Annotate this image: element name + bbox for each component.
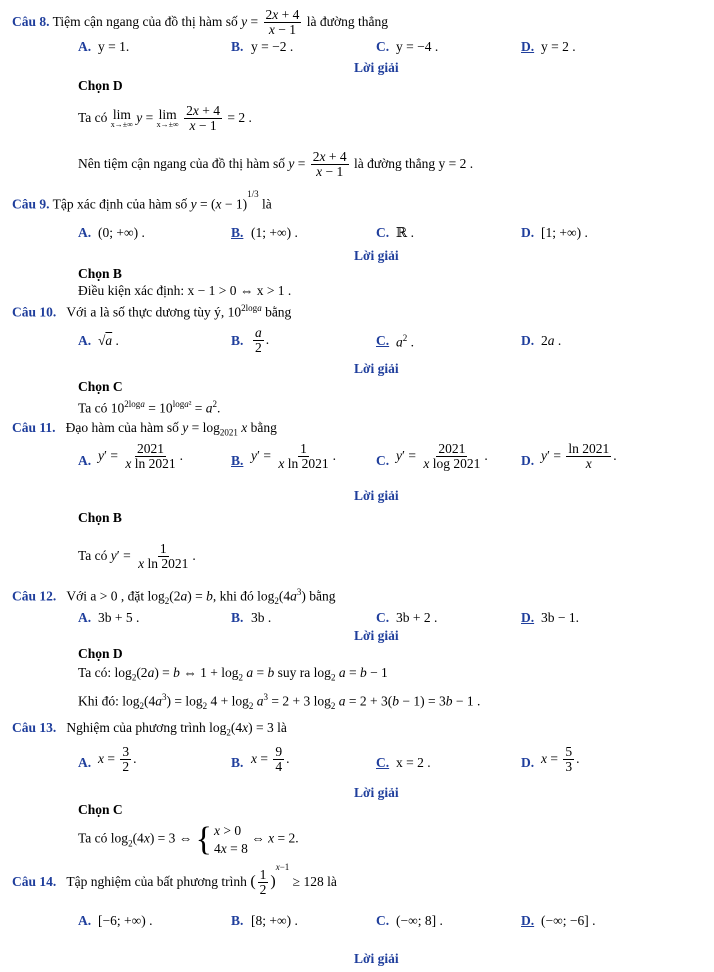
q14-opt-d-val: (−∞; −6] .	[541, 913, 596, 928]
q8-opt-c-val: y = −4 .	[396, 39, 439, 54]
q12-mid: , khi đó	[212, 588, 254, 604]
q8-opt-a[interactable]: A.	[78, 39, 92, 54]
q12-taco: Ta có:	[78, 665, 112, 680]
q11-opt-d-val: y′ = $\frac{\ln 2021}{x}$ .	[541, 441, 617, 472]
q10-opt-d[interactable]: D.	[521, 333, 535, 348]
q8-tail: là đường thẳng	[306, 13, 388, 29]
q8-ne-tail: là đường thẳng y = 2 .	[353, 155, 474, 171]
q12-khido-line: Khi đó: $\log_2(4a^3) = \log_2 4 + \log_2 a^3 = 2 + 3$ $\log_2 a = 2 + 3(b - 1) = 3b - 1$ .	[78, 692, 481, 712]
q9-opt-d[interactable]: D.	[521, 225, 535, 240]
q9-text: Tập xác định của hàm số	[52, 196, 188, 212]
q14-stem: Câu 14. Tập nghiệm của bất phương trình ( $\frac{1}{2}$ )$^{x-1}$ ≥ 128 là	[12, 862, 337, 898]
q13-opt-a[interactable]: A.	[78, 755, 92, 770]
q9-opt-d-val: [1; +∞) .	[541, 225, 588, 240]
q11-opt-a[interactable]: A.	[78, 453, 92, 468]
q14-opt-d[interactable]: D.	[521, 913, 535, 928]
q9-label: Câu 9.	[12, 196, 50, 212]
q13-stem: Câu 13. Nghiệm của phương trình $\log_2(4x) = 3$ là	[12, 720, 287, 738]
q9-opt-c-val: ℝ .	[396, 225, 414, 240]
q12-tail: bằng	[309, 588, 336, 604]
q11-opt-d[interactable]: D.	[521, 453, 535, 468]
q9-stem: Câu 9. Tập xác định của hàm số $y = (x - 1)^{1/3}$ là	[12, 189, 272, 212]
q11-tail: bằng	[250, 420, 277, 435]
q13-opt-c[interactable]: C.	[376, 755, 390, 770]
q8-opt-c[interactable]: C.	[376, 39, 390, 54]
q10-chon: Chọn C	[78, 379, 123, 394]
q14-loi-giai: Lời giải	[354, 951, 399, 966]
q8-opt-d-val: y = 2 .	[541, 39, 576, 54]
q12-stem: Câu 12. Với a > 0 , đặt $\log_2(2a) = b$, khi đó $\log_2(4a^3)$ bằng	[12, 587, 336, 607]
q14-label: Câu 14.	[12, 873, 57, 889]
q11-stem: Câu 11. Đạo hàm của hàm số $y = \log_{2021} x$ bằng	[12, 420, 277, 438]
q11-chon: Chọn B	[78, 510, 122, 525]
q10-stem: Câu 10. Với a là số thực dương tùy ý, $10^{2loga}$ bằng	[12, 303, 292, 320]
q12-khi-do: Khi đó:	[78, 693, 119, 709]
q13-opt-b[interactable]: B.	[231, 755, 244, 770]
q12-opt-b-val: 3b .	[251, 610, 272, 625]
q9-opt-b[interactable]: B.	[231, 225, 244, 240]
q11-opt-c[interactable]: C.	[376, 453, 390, 468]
q8-opt-d[interactable]: D.	[521, 39, 535, 54]
q13-opt-d[interactable]: D.	[521, 755, 535, 770]
q9-opt-a-val: (0; +∞) .	[98, 225, 145, 240]
q13-opt-c-val: x = 2 .	[396, 755, 431, 770]
q13-label: Câu 13.	[12, 720, 57, 735]
q12-opt-c-val: 3b + 2 .	[396, 610, 438, 625]
q13-taco-line: Ta có $\log_2(4x) = 3$ ⇔ { x > 0 4x = 8 ⇔ x = 2.	[78, 820, 299, 858]
q10-opt-b-val: $\frac{a}{2}$ .	[255, 325, 270, 356]
q11-opt-a-val: y′ = $\frac{2021}{\text{x ln 2021}}$ .	[98, 441, 183, 472]
q10-text: Với a là số thực dương tùy ý,	[66, 304, 225, 320]
q12-suy-ra: suy ra	[277, 665, 311, 680]
q10-opt-d-val: 2a .	[541, 333, 562, 348]
q12-opt-d-val: 3b − 1.	[541, 610, 579, 625]
q8-opt-b-val: y = −2 .	[251, 39, 294, 54]
q13-text: Nghiệm của phương trình	[66, 720, 206, 735]
q11-opt-b[interactable]: B.	[231, 453, 244, 468]
q8-ne-line: Nên tiệm cận ngang của đồ thị hàm số y = $\frac{2x + 4}{x - 1}$ là đường thẳng y = 2 .	[78, 149, 474, 180]
q12-taco-line: Ta có: $\log_2(2a) = b$ ⇔ $1 + \log_2 a = b$ suy ra $\log_2 a = b - 1$	[78, 665, 388, 683]
q11-taco: Ta có	[78, 547, 108, 563]
q13-taco: Ta có	[78, 830, 108, 846]
q10-opt-a-val: √a .	[98, 333, 119, 348]
q9-opt-b-val: (1; +∞) .	[251, 225, 298, 240]
q10-opt-c-val: $a^2$ .	[396, 333, 414, 350]
q10-taco: Ta có	[78, 400, 108, 416]
q10-tail: bằng	[265, 304, 292, 320]
q8-loi-giai: Lời giải	[354, 60, 399, 75]
q12-chon: Chọn D	[78, 646, 123, 661]
q8-stem: Câu 8. Tiệm cận ngang của đồ thị hàm số y = $\frac{2x + 4}{x - 1}$ là đường thẳng	[12, 7, 388, 38]
q10-loi-giai: Lời giải	[354, 361, 399, 376]
q12-label: Câu 12.	[12, 588, 57, 604]
q13-opt-b-val: x = $\frac{9}{4}$ .	[251, 744, 290, 775]
q12-opt-b[interactable]: B.	[231, 610, 244, 625]
q11-opt-b-val: y′ = $\frac{1}{\text{x ln 2021}}$ .	[251, 441, 336, 472]
q10-opt-a[interactable]: A.	[78, 333, 92, 348]
q12-opt-a[interactable]: A.	[78, 610, 92, 625]
q12-opt-a-val: 3b + 5 .	[98, 610, 140, 625]
q10-opt-c[interactable]: C.	[376, 333, 390, 348]
q13-opt-a-val: x = $\frac{3}{2}$ .	[98, 744, 137, 775]
q8-label: Câu 8.	[12, 13, 50, 29]
q8-fraction: $\frac{2x + 4}{x - 1}$	[265, 7, 300, 38]
q9-tail: là	[261, 196, 272, 212]
q12-text: Với a > 0 , đặt	[66, 588, 145, 604]
q14-opt-b[interactable]: B.	[231, 913, 244, 928]
q14-text: Tập nghiệm của bất phương trình	[66, 873, 247, 889]
q11-label: Câu 11.	[12, 420, 56, 435]
q9-dk: Điều kiện xác định: x − 1 > 0 ⇔ x > 1 .	[78, 283, 292, 298]
q12-opt-d[interactable]: D.	[521, 610, 535, 625]
q14-opt-b-val: [8; +∞) .	[251, 913, 298, 928]
q14-tail: ≥ 128 là	[292, 873, 337, 889]
q8-text: Tiệm cận ngang của đồ thị hàm số	[52, 13, 238, 29]
q8-taco-line: Ta có lim x→±∞ y = lim x→±∞ $\frac{2x + 4}{x - 1}$ = 2 .	[78, 103, 252, 134]
q8-ne-text: Nên tiệm cận ngang của đồ thị hàm số	[78, 155, 285, 171]
q14-opt-a[interactable]: A.	[78, 913, 92, 928]
q9-opt-a[interactable]: A.	[78, 225, 92, 240]
q12-opt-c[interactable]: C.	[376, 610, 390, 625]
q11-taco-line: Ta có y′ = $\frac{1}{\text{x ln 2021}}$ .	[78, 541, 196, 572]
q10-opt-b[interactable]: B.	[231, 333, 244, 348]
q8-taco: Ta có	[78, 109, 108, 125]
q8-opt-a-val: y = 1.	[98, 39, 130, 54]
q13-opt-d-val: x = $\frac{5}{3}$ .	[541, 744, 580, 775]
q9-opt-c[interactable]: C.	[376, 225, 390, 240]
q14-opt-c-val: (−∞; 8] .	[396, 913, 443, 928]
q8-opt-b[interactable]: B.	[231, 39, 244, 54]
q10-label: Câu 10.	[12, 304, 57, 320]
q13-chon: Chọn C	[78, 802, 123, 817]
q9-loi-giai: Lời giải	[354, 248, 399, 263]
q11-loi-giai: Lời giải	[354, 488, 399, 503]
q11-text: Đạo hàm của hàm số	[65, 420, 179, 435]
q13-loi-giai: Lời giải	[354, 785, 399, 800]
q13-tail: là	[277, 720, 287, 735]
q11-opt-c-val: y′ = $\frac{2021}{\text{x log 2021}}$ .	[396, 441, 488, 472]
q14-opt-c[interactable]: C.	[376, 913, 390, 928]
q12-loi-giai: Lời giải	[354, 628, 399, 643]
q10-taco-line: Ta có $10^{2loga} = 10^{loga^2} = a^2$.	[78, 399, 221, 416]
q9-chon: Chọn B	[78, 266, 122, 281]
q8-chon: Chọn D	[78, 78, 123, 93]
q14-opt-a-val: [−6; +∞) .	[98, 913, 153, 928]
